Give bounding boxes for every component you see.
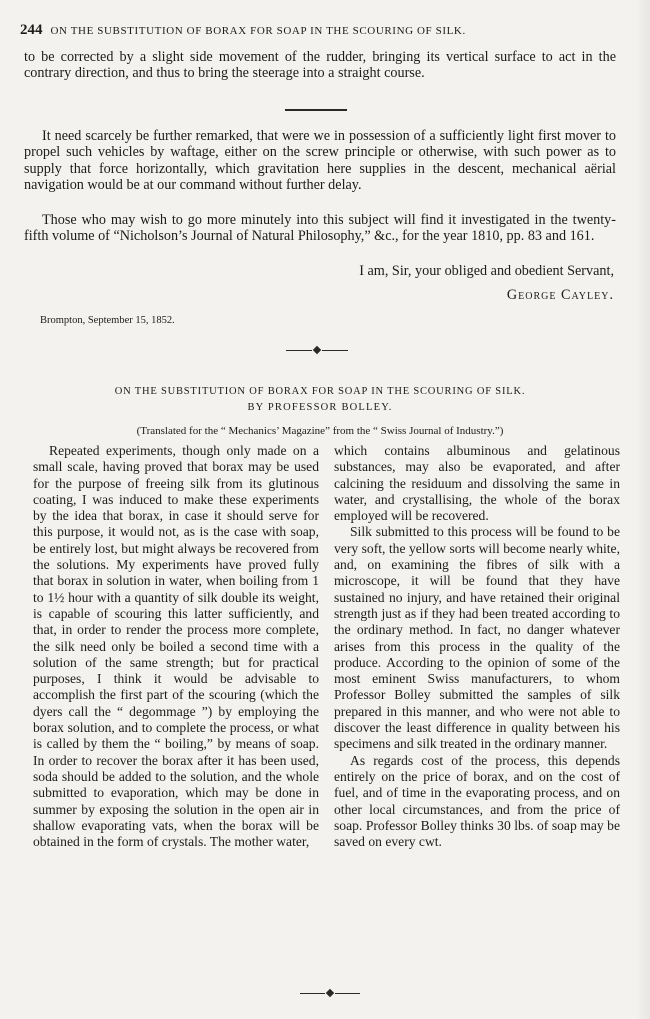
paragraph-reference: Those who may wish to go more minutely into this subject will find it investigated in the twenty-fifth volume of “Nicholson’s Journal of Natural Philosophy,” &c., for the year 1810, pp. 83 and 161.	[24, 212, 616, 245]
page-number: 244	[20, 22, 43, 38]
article-title: ON THE SUBSTITUTION OF BORAX FOR SOAP IN THE SCOURING OF SILK.	[114, 386, 526, 397]
signature: George Cayley.	[506, 287, 614, 303]
ornament-divider	[286, 346, 348, 356]
closing-line: I am, Sir, your obliged and obedient Servant,	[359, 263, 614, 279]
letter-signoff	[359, 259, 614, 307]
article-paragraph: Silk submitted to this process will be found to be very soft, the yellow sorts will become nearly white, and, on examining the fibres of silk with a microscope, it will be found that they have sustained no injury, and have retained their original strength just as if they had been treated according to the ordinary method. In fact, no danger whatever arises from this process in the quality of the produce. According to the opinion of some of the most eminent Swiss manufacturers, to whom Professor Bolley submitted the samples of silk prepared in this manner, and who were not able to discover the least difference in quality between his specimens and silk treated in the ordinary manner.	[334, 524, 620, 752]
article-paragraph: Repeated experiments, though only made on a small scale, having proved that borax may be used for the purpose of freeing silk from its glutinous coating, I was induced to make these experiments by the idea that borax, in case it should serve for this purpose, it would not, as is the case with soap, be entirely lost, but might always be recovered from the solutions. My experiments have proved fully that borax in solution in water, when boiling from 1 to 1½ hour with a quantity of silk double its weight, is capable of scouring this latter sufficiently, and that, in order to render the process more complete, the silk need only be boiled a second time with a solution of the same strength; but for practical purposes, I think it would be advisable to accomplish the first part of the scouring (which the dyers call the “ degommage ”) by employing the borax solution, and to complete the process, or what is called by them the “ boiling,” by means of soap. In order to recover the borax after it has been used, soda should be added to the solution, and the whole submitted to evaporation, which may be done in summer by exposing the solution in the open air in shallow evaporating vats, when the borax will be obtained in the form of crystals. The mother water,	[33, 443, 319, 850]
right-column	[334, 443, 620, 850]
ornament-divider-bottom	[300, 989, 360, 999]
article-paragraph: As regards cost of the process, this depends entirely on the price of borax, and on the cost of fuel, and of time in the evaporating process, and on other local circumstances, and from the price of soap. Professor Bolley thinks 30 lbs. of soap may be saved on every cwt.	[334, 752, 620, 850]
page-edge-shadow	[636, 0, 650, 1019]
translation-note: (Translated for the “ Mechanics’ Magazine” from the “ Swiss Journal of Industry.”)	[136, 425, 504, 437]
article-byline: BY PROFESSOR BOLLEY.	[247, 402, 393, 413]
article-paragraph: which contains albuminous and gelatinous substances, may also be evaporated, and after calcining the residuum and dissolving the same in water, and crystallising, the whole of the borax employed will be recovered.	[334, 443, 620, 524]
running-title: ON THE SUBSTITUTION OF BORAX FOR SOAP IN THE SCOURING OF SILK.	[50, 25, 466, 37]
paragraph-remark: It need scarcely be further remarked, that were we in possession of a sufficiently light first mover to propel such vehicles by waftage, either on the screw principle or otherwise, with such power as to supply that force horizontally, which gravitation here supplies in the descent, mechanical aërial navigation would be at our command without further delay.	[24, 128, 616, 193]
diamond-ornament	[326, 989, 334, 997]
diamond-ornament	[313, 346, 321, 354]
running-header	[20, 22, 625, 39]
left-column	[33, 443, 319, 850]
section-rule	[285, 109, 347, 111]
place-date: Brompton, September 15, 1852.	[40, 315, 175, 326]
continued-paragraph: to be corrected by a slight side movement of the rudder, bringing its vertical surface to act in the contrary direction, and thus to bring the steerage into a straight course.	[24, 49, 616, 82]
